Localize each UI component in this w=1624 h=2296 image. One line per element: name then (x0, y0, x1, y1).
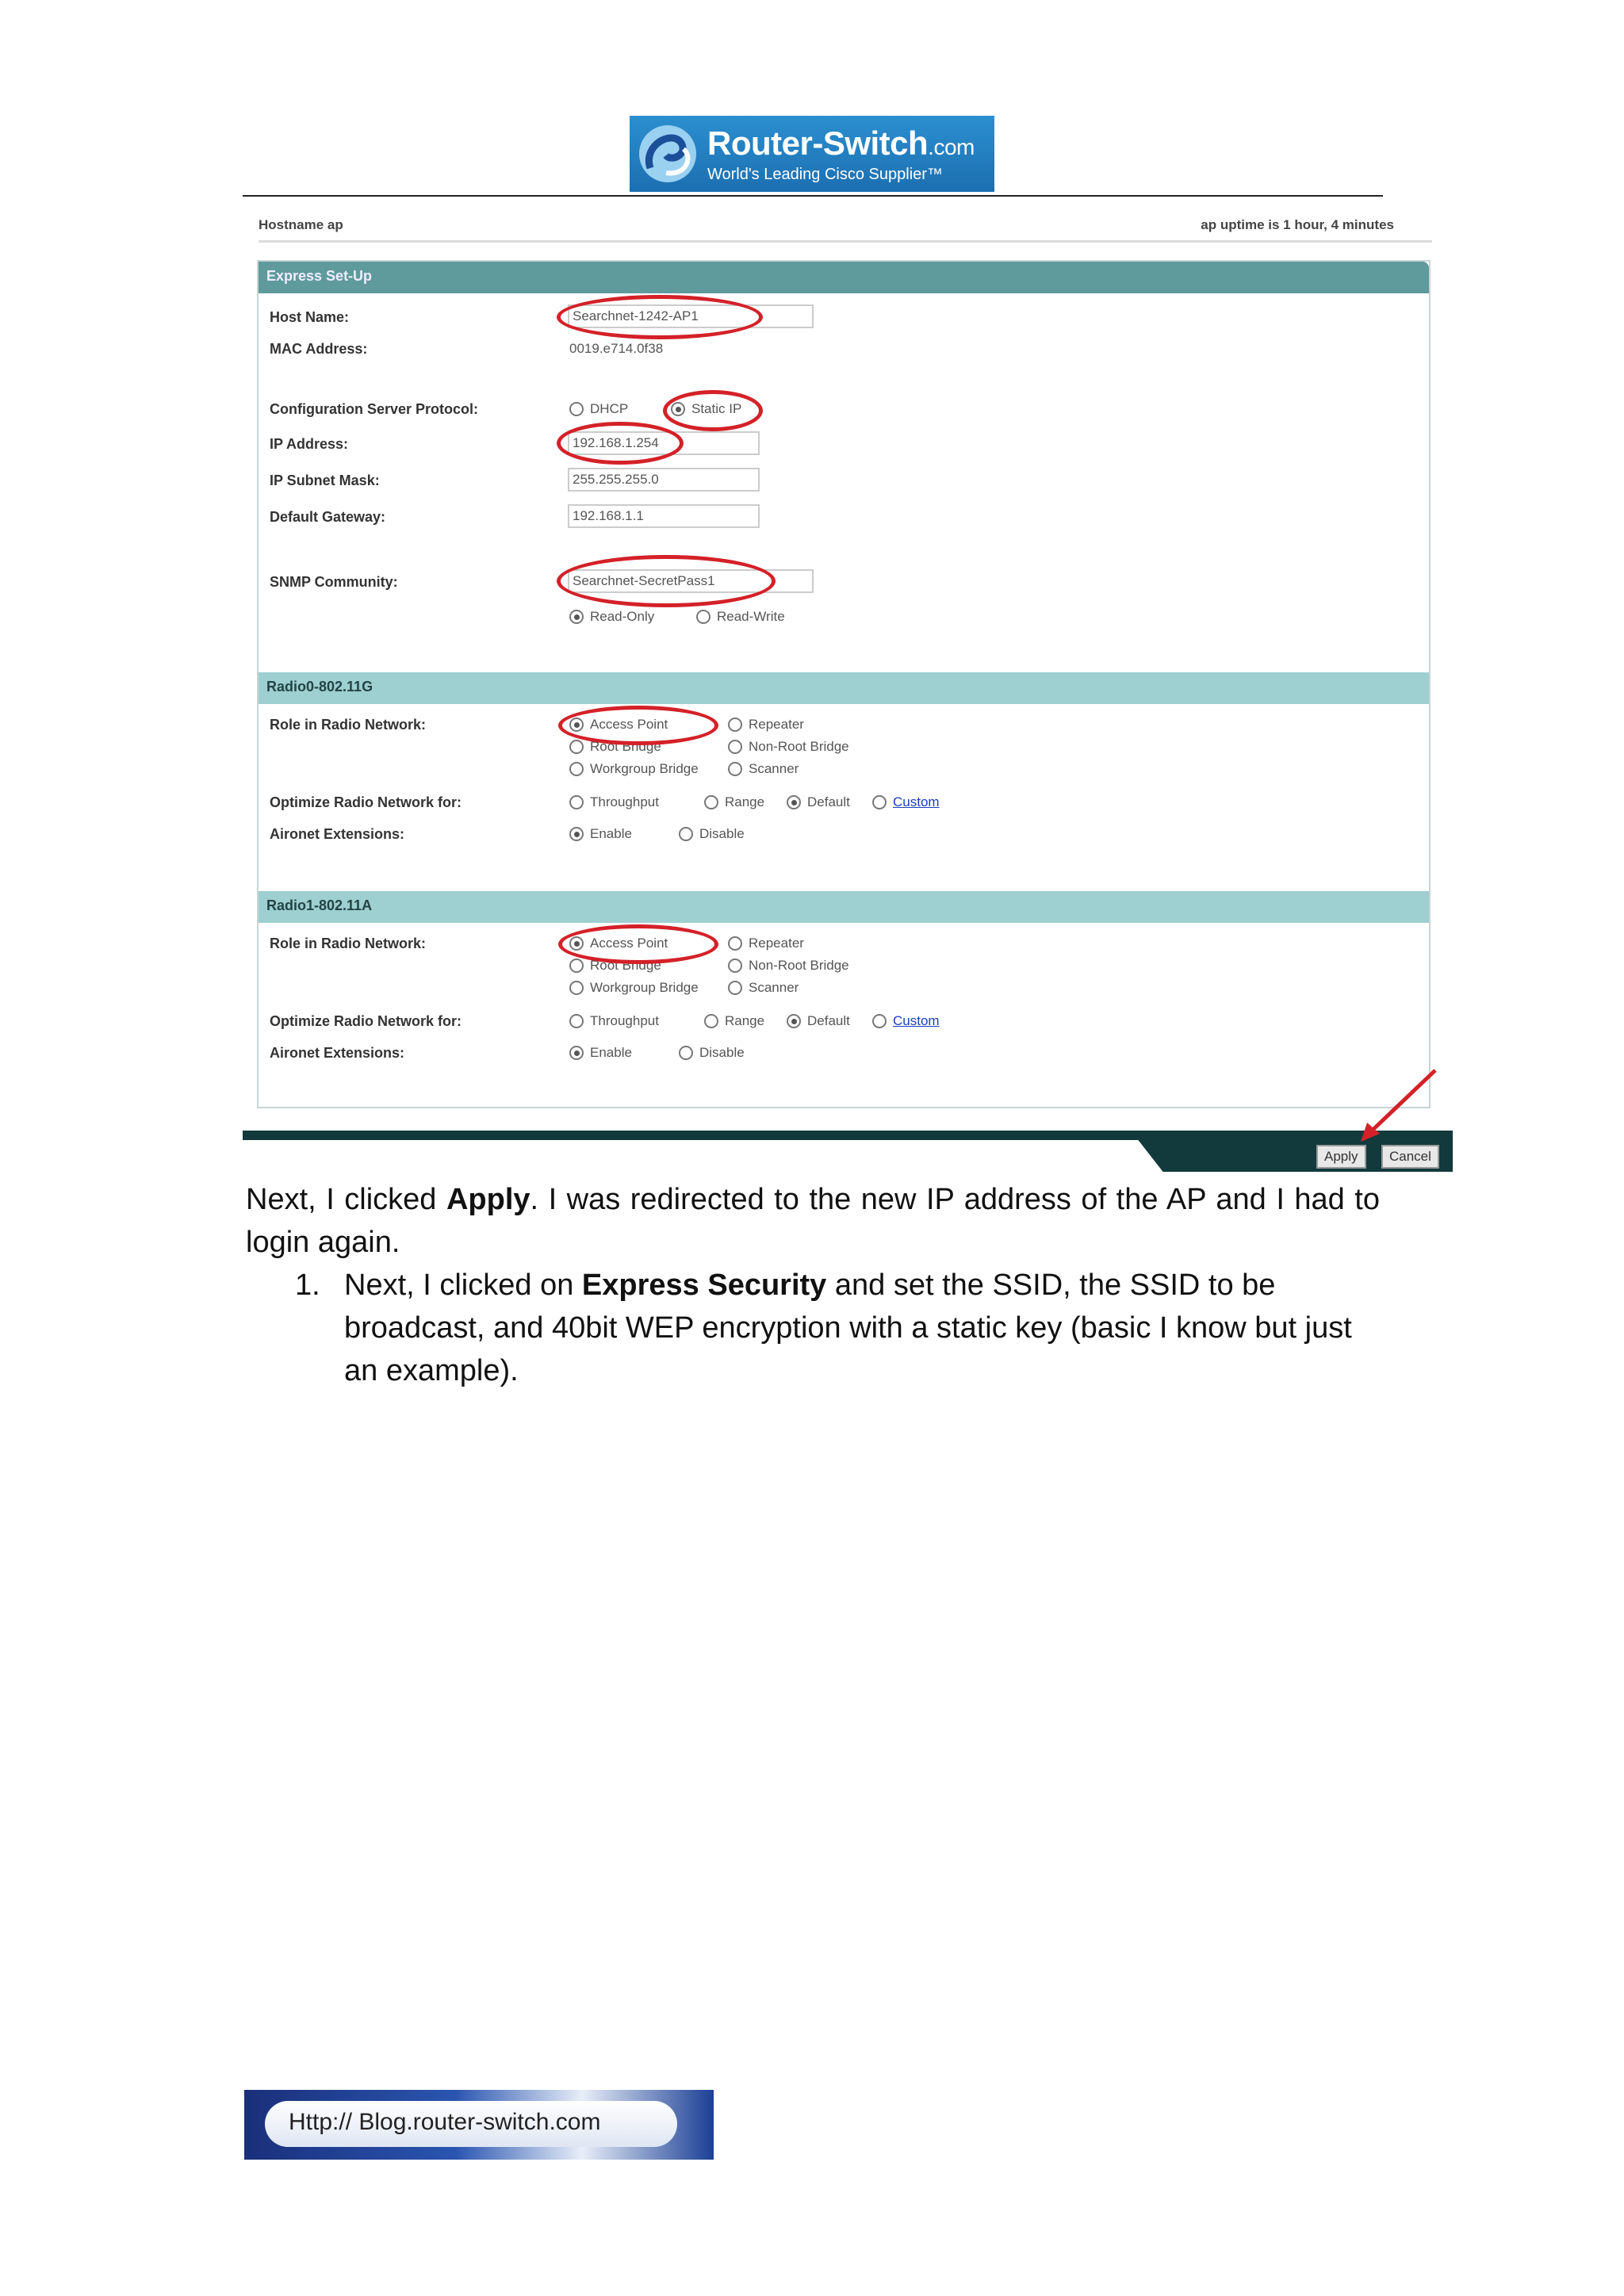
subnet-mask-input[interactable]: 255.255.255.0 (568, 468, 760, 492)
radio-dot (704, 795, 718, 809)
config-protocol-label: Configuration Server Protocol: (270, 401, 479, 417)
scanner-label: Scanner (749, 761, 799, 776)
range-label: Range (725, 794, 765, 809)
list-text: and set the SSID, the SSID to be broadcast, and 40bit WEP encryption with a static key (basic I know but just an example). (344, 1269, 1352, 1387)
custom-radio[interactable] (872, 1013, 940, 1029)
gateway-input[interactable]: 192.168.1.1 (568, 504, 760, 528)
access-point-label: Access Point (590, 936, 668, 951)
radio-dot-selected (671, 402, 685, 416)
aironet-label: Aironet Extensions: (270, 1045, 405, 1061)
radio-dot-selected (569, 1046, 584, 1060)
static-ip-radio[interactable] (671, 401, 741, 417)
throughput-label: Throughput (590, 794, 659, 809)
radio-dot (728, 936, 742, 951)
scanner-label: Scanner (749, 980, 799, 995)
radio-dot (569, 740, 584, 754)
subnet-mask-label: IP Subnet Mask: (270, 473, 380, 488)
list-item-body (344, 1264, 1380, 1392)
default-radio[interactable] (787, 794, 850, 810)
disable-label: Disable (699, 826, 745, 841)
optimize-label: Optimize Radio Network for: (270, 1013, 462, 1029)
radio-dot (728, 740, 742, 754)
mac-address-label: MAC Address: (270, 341, 368, 357)
cancel-button[interactable]: Cancel (1381, 1145, 1439, 1169)
default-label: Default (807, 1013, 850, 1028)
access-point-radio[interactable] (569, 717, 668, 733)
non-root-bridge-radio[interactable] (728, 739, 849, 755)
workgroup-bridge-radio[interactable] (569, 980, 699, 996)
repeater-radio[interactable] (728, 717, 804, 733)
radio-dot (569, 959, 584, 973)
root-bridge-label: Root Bridge (590, 739, 661, 754)
non-root-bridge-label: Non-Root Bridge (749, 958, 849, 973)
ip-address-input[interactable]: 192.168.1.254 (568, 431, 760, 455)
radio-dot (704, 1014, 718, 1028)
mac-address-value: 0019.e714.0f38 (569, 341, 664, 356)
repeater-label: Repeater (749, 936, 804, 951)
radio1-header: Radio1-802.11A (259, 891, 1429, 923)
scanner-radio[interactable] (728, 761, 799, 777)
repeater-label: Repeater (749, 717, 804, 732)
radio-dot (728, 718, 742, 732)
radio-dot-selected (787, 795, 801, 809)
enable-label: Enable (590, 826, 632, 841)
disable-label: Disable (699, 1045, 745, 1060)
read-write-label: Read-Write (717, 609, 785, 624)
radio-dot (569, 981, 584, 995)
radio-dot-selected (569, 827, 584, 841)
paragraph-apply (246, 1178, 1380, 1264)
host-name-label: Host Name: (270, 309, 350, 325)
workgroup-bridge-radio[interactable] (569, 761, 699, 777)
enable-radio[interactable] (569, 826, 632, 842)
list-text: Next, I clicked on (344, 1269, 582, 1302)
radio0-header: Radio0-802.11G (259, 672, 1429, 704)
express-setup-form (257, 260, 1431, 1108)
host-name-input[interactable]: Searchnet-1242-AP1 (568, 304, 814, 328)
static-ip-label: Static IP (691, 401, 742, 416)
router-switch-logo (630, 116, 994, 192)
workgroup-bridge-label: Workgroup Bridge (590, 761, 699, 776)
disable-radio[interactable] (679, 1045, 745, 1061)
repeater-radio[interactable] (728, 936, 804, 951)
radio-dot (696, 610, 710, 624)
workgroup-bridge-label: Workgroup Bridge (590, 980, 699, 995)
enable-label: Enable (590, 1045, 632, 1060)
logo-swirl-icon (634, 121, 701, 187)
gateway-label: Default Gateway: (270, 509, 386, 525)
list-number: 1. (295, 1269, 320, 1302)
radio-dot-selected (569, 936, 584, 951)
blog-banner (244, 2090, 714, 2160)
snmp-label: SNMP Community: (270, 574, 398, 590)
bold-apply: Apply (446, 1183, 530, 1216)
custom-radio[interactable] (872, 794, 940, 810)
list-item (295, 1264, 1380, 1392)
express-setup-header: Express Set-Up (259, 262, 1429, 293)
optimize-label: Optimize Radio Network for: (270, 794, 462, 810)
logo-brand: Router-Switch (707, 124, 929, 162)
radio-dot (569, 762, 584, 776)
radio-dot-selected (569, 610, 584, 624)
paragraph-text: Next, I clicked (246, 1183, 446, 1216)
read-write-radio[interactable] (696, 609, 785, 625)
radio-dot (728, 981, 742, 995)
bold-express-security: Express Security (581, 1269, 827, 1302)
read-only-label: Read-Only (590, 609, 655, 624)
read-only-radio[interactable] (569, 609, 654, 625)
dhcp-label: DHCP (590, 401, 629, 416)
access-point-label: Access Point (590, 717, 668, 732)
radio-dot (569, 795, 584, 809)
throughput-label: Throughput (590, 1013, 659, 1028)
hostname-label: Hostname ap (259, 217, 343, 232)
default-label: Default (807, 794, 850, 809)
apply-button[interactable]: Apply (1316, 1145, 1366, 1169)
root-bridge-radio[interactable] (569, 739, 661, 755)
arrow-annotation-icon (1353, 1067, 1448, 1146)
custom-link[interactable]: Custom (893, 1013, 940, 1028)
express-setup-screenshot (243, 203, 1453, 1172)
radio-dot (569, 1014, 584, 1028)
role-label: Role in Radio Network: (270, 717, 427, 733)
throughput-radio[interactable] (569, 794, 659, 810)
logo-brand-suffix: .com (928, 134, 975, 159)
header-divider (243, 195, 1383, 197)
scanner-radio[interactable] (728, 980, 799, 996)
disable-radio[interactable] (679, 826, 745, 842)
range-radio[interactable] (704, 1013, 764, 1029)
range-label: Range (725, 1013, 765, 1028)
enable-radio[interactable] (569, 1045, 632, 1061)
range-radio[interactable] (704, 794, 764, 810)
paragraph-text: . I was redirected to the new IP address of the AP and I had to login again. (246, 1183, 1380, 1259)
radio-dot (872, 795, 887, 809)
throughput-radio[interactable] (569, 1013, 659, 1029)
radio-dot (569, 402, 584, 416)
radio-dot-selected (569, 718, 584, 732)
root-bridge-radio[interactable] (569, 958, 661, 974)
blog-url: Http:// Blog.router-switch.com (289, 2109, 601, 2135)
access-point-radio[interactable] (569, 936, 668, 951)
radio-dot (872, 1014, 887, 1028)
root-bridge-label: Root Bridge (590, 958, 661, 973)
default-radio[interactable] (787, 1013, 850, 1029)
radio-dot-selected (787, 1014, 801, 1028)
uptime-text: ap uptime is 1 hour, 4 minutes (1201, 217, 1394, 232)
radio-dot (679, 1046, 693, 1060)
host-bar (259, 211, 1432, 243)
non-root-bridge-radio[interactable] (728, 958, 849, 974)
role-label: Role in Radio Network: (270, 936, 427, 951)
radio-dot (728, 762, 742, 776)
custom-link[interactable]: Custom (893, 794, 940, 809)
aironet-label: Aironet Extensions: (270, 826, 405, 842)
snmp-input[interactable]: Searchnet-SecretPass1 (568, 569, 814, 593)
logo-tagline: World's Leading Cisco Supplier™ (707, 165, 943, 183)
dhcp-radio[interactable] (569, 401, 628, 417)
ip-address-label: IP Address: (270, 436, 349, 452)
radio-dot (679, 827, 693, 841)
radio-dot (728, 959, 742, 973)
non-root-bridge-label: Non-Root Bridge (749, 739, 849, 754)
